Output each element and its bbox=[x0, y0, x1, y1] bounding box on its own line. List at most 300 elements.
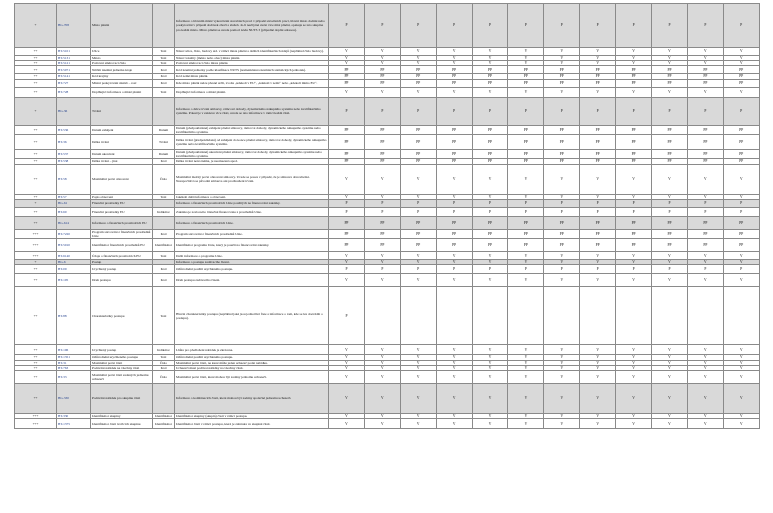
mark-cell: P bbox=[580, 4, 616, 48]
id-cell: BG-708 bbox=[57, 4, 91, 48]
mark-cell: V bbox=[544, 274, 580, 287]
name-cell: Postup bbox=[91, 260, 153, 265]
name-cell: Doplňující informace o místě plnění bbox=[91, 87, 153, 97]
mark-cell: V bbox=[687, 274, 723, 287]
mark-cell: PP bbox=[472, 135, 508, 150]
mark-cell: V bbox=[616, 360, 652, 365]
mark-cell: V bbox=[687, 371, 723, 384]
type-cell: Indikátor bbox=[153, 207, 175, 216]
mark-cell: V bbox=[723, 61, 759, 66]
mark-cell: V bbox=[364, 371, 400, 384]
mark-cell: P bbox=[616, 97, 652, 125]
mark-cell: V bbox=[400, 48, 436, 56]
mark-cell: V bbox=[616, 194, 652, 199]
mark-cell: V bbox=[580, 87, 616, 97]
level-cell: ++ bbox=[15, 48, 57, 56]
description-cell: Název lokality (město nebo obec) místa plnění. bbox=[175, 56, 329, 61]
mark-cell: V bbox=[652, 48, 688, 56]
id-cell: BT-330 bbox=[57, 414, 91, 419]
name-cell: Místo plnění bbox=[91, 4, 153, 48]
table-row bbox=[15, 274, 760, 287]
type-cell: Trvání bbox=[153, 135, 175, 150]
mark-cell: P bbox=[364, 199, 400, 207]
mark-cell: V bbox=[616, 355, 652, 360]
mark-cell: PP bbox=[436, 125, 472, 134]
id-cell: BT-536 bbox=[57, 125, 91, 134]
mark-cell: V bbox=[472, 365, 508, 370]
mark-cell: P bbox=[400, 207, 436, 216]
mark-cell: V bbox=[329, 194, 365, 199]
name-cell: Urychlený postup bbox=[91, 265, 153, 274]
mark-cell: V bbox=[544, 61, 580, 66]
description-cell: Uchazeči musí podávat nabídky na všechny části. bbox=[175, 365, 329, 370]
mark-cell: V bbox=[652, 252, 688, 260]
level-cell: ++ bbox=[15, 159, 57, 164]
type-cell: Identifikátor bbox=[153, 419, 175, 429]
mark-cell: PP bbox=[472, 125, 508, 134]
mark-cell: P bbox=[687, 207, 723, 216]
mark-cell: PP bbox=[436, 79, 472, 87]
mark-cell bbox=[652, 287, 688, 345]
mark-cell: V bbox=[400, 365, 436, 370]
mark-cell: V bbox=[652, 360, 688, 365]
name-cell: Popis obnovení bbox=[91, 194, 153, 199]
description-cell: Informace o délce trvání smlouvy, rámcové dohody, dynamického nákupního systému nebo kvalifikačního systému. Pokud je v zakázce více částí, uvede se tato informace v rámci každé části. bbox=[175, 97, 329, 125]
mark-cell: P bbox=[580, 97, 616, 125]
mark-cell: V bbox=[544, 384, 580, 414]
mark-cell: PP bbox=[436, 239, 472, 252]
type-cell: Číslo bbox=[153, 164, 175, 194]
type-cell: Text bbox=[153, 355, 175, 360]
mark-cell: PP bbox=[652, 159, 688, 164]
mark-cell: P bbox=[329, 97, 365, 125]
mark-cell: V bbox=[544, 355, 580, 360]
name-cell: Urychlený postup bbox=[91, 345, 153, 355]
description-cell: Jakékoli další informace o obnovení. bbox=[175, 194, 329, 199]
table-row bbox=[15, 345, 760, 355]
mark-cell: V bbox=[329, 260, 365, 265]
mark-cell: PP bbox=[436, 150, 472, 159]
table-row bbox=[15, 287, 760, 345]
mark-cell: V bbox=[364, 384, 400, 414]
level-cell: ++ bbox=[15, 371, 57, 384]
name-cell: Finanční prostředky EU bbox=[91, 207, 153, 216]
description-cell: Maximální počet částí, které mohou být zadány jednomu uchazeči. bbox=[175, 371, 329, 384]
mark-cell: PP bbox=[616, 79, 652, 87]
id-cell: BT-5131 bbox=[57, 56, 91, 61]
mark-cell: P bbox=[364, 97, 400, 125]
mark-cell: PP bbox=[364, 239, 400, 252]
description-cell: Kód územní jednotky podle klasifikace NUTS (nomenklatura územních statistických jednotek). bbox=[175, 66, 329, 74]
mark-cell: V bbox=[652, 260, 688, 265]
mark-cell: P bbox=[508, 97, 544, 125]
mark-cell: V bbox=[580, 48, 616, 56]
mark-cell: V bbox=[472, 371, 508, 384]
mark-cell: V bbox=[616, 164, 652, 194]
mark-cell: V bbox=[436, 87, 472, 97]
mark-cell: V bbox=[329, 274, 365, 287]
mark-cell: V bbox=[400, 260, 436, 265]
mark-cell: PP bbox=[329, 125, 365, 134]
mark-cell: V bbox=[436, 414, 472, 419]
level-cell: ++ bbox=[15, 56, 57, 61]
mark-cell: V bbox=[652, 164, 688, 194]
mark-cell: P bbox=[723, 199, 759, 207]
mark-cell: V bbox=[723, 252, 759, 260]
description-cell: Kde místo plnění nelze přesně určit, zvolte „kdekoli v EU“, „kdekoli v zemi“ nebo „kdekoli mimo EU“. bbox=[175, 79, 329, 87]
mark-cell: V bbox=[508, 87, 544, 97]
type-cell: Identifikátor bbox=[153, 239, 175, 252]
mark-cell: PP bbox=[616, 135, 652, 150]
mark-cell: PP bbox=[544, 216, 580, 229]
description-cell: Identifikátor části v rámci postupu, která je zahrnuta ve skupině částí. bbox=[175, 419, 329, 429]
mark-cell: PP bbox=[544, 150, 580, 159]
mark-cell: P bbox=[329, 4, 365, 48]
mark-cell: P bbox=[400, 265, 436, 274]
id-cell: BT-106 bbox=[57, 345, 91, 355]
level-cell: + bbox=[15, 97, 57, 125]
mark-cell: V bbox=[687, 56, 723, 61]
mark-cell: V bbox=[508, 384, 544, 414]
mark-cell: PP bbox=[652, 125, 688, 134]
mark-cell: V bbox=[329, 345, 365, 355]
mark-cell: P bbox=[616, 207, 652, 216]
id-cell: BT-58 bbox=[57, 164, 91, 194]
mark-cell: V bbox=[472, 345, 508, 355]
mark-cell: V bbox=[400, 87, 436, 97]
level-cell: ++ bbox=[15, 360, 57, 365]
mark-cell: V bbox=[687, 87, 723, 97]
mark-cell: V bbox=[329, 48, 365, 56]
mark-cell: V bbox=[472, 419, 508, 429]
name-cell: Maximální počet částí bbox=[91, 360, 153, 365]
mark-cell: V bbox=[652, 365, 688, 370]
mark-cell: PP bbox=[544, 239, 580, 252]
name-cell: Podávání nabídek na všechny části bbox=[91, 365, 153, 370]
mark-cell: PP bbox=[508, 79, 544, 87]
mark-cell: V bbox=[400, 252, 436, 260]
mark-cell: PP bbox=[364, 229, 400, 238]
mark-cell: P bbox=[723, 97, 759, 125]
mark-cell: V bbox=[687, 419, 723, 429]
mark-cell: PP bbox=[400, 74, 436, 79]
mark-cell: PP bbox=[652, 229, 688, 238]
name-cell: Identifikátor finančních prostředků EU bbox=[91, 239, 153, 252]
mark-cell: V bbox=[652, 87, 688, 97]
table-row bbox=[15, 48, 760, 56]
mark-cell: PP bbox=[687, 229, 723, 238]
mark-cell: PP bbox=[508, 125, 544, 134]
mark-cell: V bbox=[544, 260, 580, 265]
description-cell: Kód země místa plnění. bbox=[175, 74, 329, 79]
mark-cell: V bbox=[472, 355, 508, 360]
mark-cell: V bbox=[544, 345, 580, 355]
mark-cell: PP bbox=[508, 229, 544, 238]
mark-cell: V bbox=[687, 414, 723, 419]
level-cell: ++ bbox=[15, 345, 57, 355]
mark-cell: V bbox=[616, 252, 652, 260]
mark-cell: PP bbox=[472, 239, 508, 252]
level-cell: ++ bbox=[15, 365, 57, 370]
mark-cell: PP bbox=[508, 135, 544, 150]
mark-cell: V bbox=[364, 48, 400, 56]
id-cell: BG-614 bbox=[57, 216, 91, 229]
mark-cell: P bbox=[472, 97, 508, 125]
mark-cell: PP bbox=[508, 74, 544, 79]
mark-cell: PP bbox=[687, 79, 723, 87]
mark-cell: V bbox=[436, 384, 472, 414]
mark-cell: V bbox=[652, 194, 688, 199]
mark-cell: V bbox=[436, 274, 472, 287]
mark-cell: V bbox=[580, 252, 616, 260]
mark-cell: V bbox=[616, 56, 652, 61]
table-row bbox=[15, 419, 760, 429]
mark-cell: V bbox=[723, 371, 759, 384]
mark-cell: V bbox=[329, 360, 365, 365]
mark-cell: V bbox=[364, 360, 400, 365]
mark-cell: V bbox=[544, 360, 580, 365]
mark-cell bbox=[472, 287, 508, 345]
mark-cell: V bbox=[364, 274, 400, 287]
mark-cell: V bbox=[723, 355, 759, 360]
mark-cell: PP bbox=[400, 159, 436, 164]
mark-cell: PP bbox=[544, 79, 580, 87]
mark-cell: V bbox=[544, 371, 580, 384]
name-cell: Údaje o finančních prostředcích EU bbox=[91, 252, 153, 260]
type-cell: Text bbox=[153, 252, 175, 260]
mark-cell: V bbox=[616, 371, 652, 384]
mark-cell: PP bbox=[687, 66, 723, 74]
mark-cell: V bbox=[580, 164, 616, 194]
mark-cell: PP bbox=[329, 66, 365, 74]
mark-cell: V bbox=[616, 345, 652, 355]
mark-cell: V bbox=[687, 360, 723, 365]
mark-cell: V bbox=[364, 419, 400, 429]
mark-cell: PP bbox=[616, 74, 652, 79]
id-cell: BT-1375 bbox=[57, 419, 91, 429]
mark-cell: P bbox=[472, 199, 508, 207]
type-cell bbox=[153, 216, 175, 229]
mark-cell: PP bbox=[616, 125, 652, 134]
mark-cell: P bbox=[400, 4, 436, 48]
level-cell: ++ bbox=[15, 207, 57, 216]
table-row bbox=[15, 4, 760, 48]
mark-cell: V bbox=[723, 48, 759, 56]
mark-cell: P bbox=[508, 265, 544, 274]
mark-cell: V bbox=[400, 419, 436, 429]
mark-cell: V bbox=[723, 384, 759, 414]
mark-cell: V bbox=[329, 252, 365, 260]
description-cell: Poštovní směrovací číslo místa plnění. bbox=[175, 61, 329, 66]
level-cell: ++ bbox=[15, 87, 57, 97]
mark-cell: V bbox=[687, 365, 723, 370]
mark-cell: V bbox=[472, 384, 508, 414]
name-cell: Maximální počet obnovení bbox=[91, 164, 153, 194]
mark-cell: PP bbox=[329, 74, 365, 79]
mark-cell: V bbox=[364, 365, 400, 370]
mark-cell: PP bbox=[580, 229, 616, 238]
table-row bbox=[15, 239, 760, 252]
level-cell: + bbox=[15, 260, 57, 265]
description-cell: Odůvodnění použití urychleného postupu. bbox=[175, 355, 329, 360]
id-cell: BT-6140 bbox=[57, 252, 91, 260]
mark-cell: V bbox=[687, 194, 723, 199]
type-cell: Datum bbox=[153, 125, 175, 134]
mark-cell: PP bbox=[723, 150, 759, 159]
mark-cell: V bbox=[508, 355, 544, 360]
mark-cell: PP bbox=[364, 74, 400, 79]
name-cell: Něčím územní jednotka kraje bbox=[91, 66, 153, 74]
level-cell: +++ bbox=[15, 229, 57, 238]
mark-cell: PP bbox=[652, 135, 688, 150]
mark-cell: V bbox=[580, 414, 616, 419]
data-fields-table bbox=[14, 3, 760, 429]
mark-cell: PP bbox=[723, 79, 759, 87]
mark-cell: V bbox=[329, 365, 365, 370]
type-cell: Datum bbox=[153, 150, 175, 159]
mark-cell: PP bbox=[652, 66, 688, 74]
table-row bbox=[15, 125, 760, 134]
mark-cell: P bbox=[544, 97, 580, 125]
mark-cell: V bbox=[436, 371, 472, 384]
description-cell: Odůvodnění použití urychleného postupu. bbox=[175, 265, 329, 274]
description-cell: Název ulice, číslo, budovy atd. v rámci místa plnění a dalších identifikačních údajů (například číslo budovy). bbox=[175, 48, 329, 56]
type-cell: Text bbox=[153, 48, 175, 56]
mark-cell: V bbox=[580, 61, 616, 66]
id-cell: BT-5141 bbox=[57, 74, 91, 79]
level-cell: + bbox=[15, 199, 57, 207]
mark-cell: PP bbox=[580, 239, 616, 252]
mark-cell: V bbox=[723, 419, 759, 429]
mark-cell: P bbox=[652, 265, 688, 274]
mark-cell: PP bbox=[436, 159, 472, 164]
mark-cell: V bbox=[616, 384, 652, 414]
mark-cell: PP bbox=[544, 66, 580, 74]
description-cell: Maximální počet částí, na které může jeden uchazeč podat nabídku. bbox=[175, 360, 329, 365]
level-cell: ++ bbox=[15, 61, 57, 66]
id-cell: BT-7220 bbox=[57, 229, 91, 238]
mark-cell: V bbox=[436, 355, 472, 360]
description-cell: Informace o hlavním místě vykonávání stavebních prací v případě stavebních prací, hlavní místo dodání nebo poskytování v případě dodávek zboží a služeb. Je-li nezbytné uvést více míst plnění, opakuje se tato skupina pro každé místo. Místo plnění se uvede pomocí kódu NUTS 3 (případně doplní adresou). bbox=[175, 4, 329, 48]
type-cell: Číslo bbox=[153, 360, 175, 365]
mark-cell: PP bbox=[436, 229, 472, 238]
table-row bbox=[15, 384, 760, 414]
mark-cell: P bbox=[723, 265, 759, 274]
mark-cell: PP bbox=[652, 216, 688, 229]
mark-cell: V bbox=[472, 87, 508, 97]
mark-cell: PP bbox=[400, 216, 436, 229]
level-cell: ++ bbox=[15, 194, 57, 199]
id-cell: BT-33 bbox=[57, 371, 91, 384]
type-cell: Text bbox=[153, 61, 175, 66]
mark-cell: V bbox=[400, 345, 436, 355]
mark-cell: V bbox=[472, 252, 508, 260]
level-cell: ++ bbox=[15, 66, 57, 74]
mark-cell: V bbox=[544, 419, 580, 429]
mark-cell: P bbox=[508, 199, 544, 207]
mark-cell: PP bbox=[472, 150, 508, 159]
mark-cell: V bbox=[400, 194, 436, 199]
mark-cell: P bbox=[580, 265, 616, 274]
mark-cell: V bbox=[580, 365, 616, 370]
mark-cell: V bbox=[472, 48, 508, 56]
mark-cell: PP bbox=[544, 135, 580, 150]
name-cell: Druh postupu bbox=[91, 274, 153, 287]
mark-cell: PP bbox=[616, 229, 652, 238]
mark-cell: V bbox=[364, 194, 400, 199]
name-cell: Maximální počet částí zadaných jednomu uchazeči bbox=[91, 371, 153, 384]
mark-cell: V bbox=[580, 274, 616, 287]
mark-cell: V bbox=[580, 345, 616, 355]
mark-cell: PP bbox=[329, 229, 365, 238]
mark-cell: P bbox=[472, 207, 508, 216]
mark-cell: V bbox=[329, 414, 365, 419]
id-cell: BT-1351 bbox=[57, 355, 91, 360]
level-cell: ++ bbox=[15, 79, 57, 87]
mark-cell: PP bbox=[616, 150, 652, 159]
type-cell: Kód bbox=[153, 66, 175, 74]
mark-cell: PP bbox=[616, 216, 652, 229]
id-cell: BT-763 bbox=[57, 365, 91, 370]
id-cell: BT-57 bbox=[57, 194, 91, 199]
type-cell: Text bbox=[153, 87, 175, 97]
id-cell: BG-36 bbox=[57, 97, 91, 125]
mark-cell: P bbox=[687, 265, 723, 274]
mark-cell: V bbox=[723, 274, 759, 287]
mark-cell: P bbox=[436, 207, 472, 216]
name-cell: Identifikátor části tvořících skupinu bbox=[91, 419, 153, 429]
mark-cell: V bbox=[687, 345, 723, 355]
id-cell: BT-60 bbox=[57, 207, 91, 216]
name-cell: Identifikátor skupiny bbox=[91, 414, 153, 419]
table-row bbox=[15, 199, 760, 207]
mark-cell: PP bbox=[687, 216, 723, 229]
description-cell: Lhůta pro předložení nabídek je zkrácena. bbox=[175, 345, 329, 355]
mark-cell: V bbox=[329, 87, 365, 97]
mark-cell: P bbox=[329, 265, 365, 274]
name-cell: Informace o finančních prostředcích EU bbox=[91, 216, 153, 229]
level-cell: ++ bbox=[15, 355, 57, 360]
mark-cell: PP bbox=[580, 79, 616, 87]
mark-cell: V bbox=[436, 48, 472, 56]
mark-cell: PP bbox=[580, 74, 616, 79]
description-cell: Informace o postupu zadávacího řízení. bbox=[175, 260, 329, 265]
mark-cell: PP bbox=[687, 150, 723, 159]
mark-cell: PP bbox=[544, 159, 580, 164]
mark-cell: V bbox=[364, 164, 400, 194]
mark-cell: V bbox=[580, 384, 616, 414]
mark-cell: PP bbox=[723, 135, 759, 150]
id-cell: BT-31 bbox=[57, 360, 91, 365]
table-row bbox=[15, 97, 760, 125]
level-cell: ++ bbox=[15, 164, 57, 194]
type-cell: Kód bbox=[153, 365, 175, 370]
name-cell: Místní poskytování služeb – rozr bbox=[91, 79, 153, 87]
mark-cell: V bbox=[687, 260, 723, 265]
mark-cell: V bbox=[364, 56, 400, 61]
table-row bbox=[15, 135, 760, 150]
mark-cell: P bbox=[400, 97, 436, 125]
name-cell: Podávání nabídek pro skupinu částí bbox=[91, 384, 153, 414]
mark-cell: V bbox=[723, 365, 759, 370]
mark-cell bbox=[616, 287, 652, 345]
mark-cell: P bbox=[544, 207, 580, 216]
type-cell: Kód bbox=[153, 74, 175, 79]
mark-cell: PP bbox=[687, 125, 723, 134]
name-cell: Město bbox=[91, 56, 153, 61]
mark-cell: PP bbox=[400, 66, 436, 74]
mark-cell: V bbox=[400, 61, 436, 66]
